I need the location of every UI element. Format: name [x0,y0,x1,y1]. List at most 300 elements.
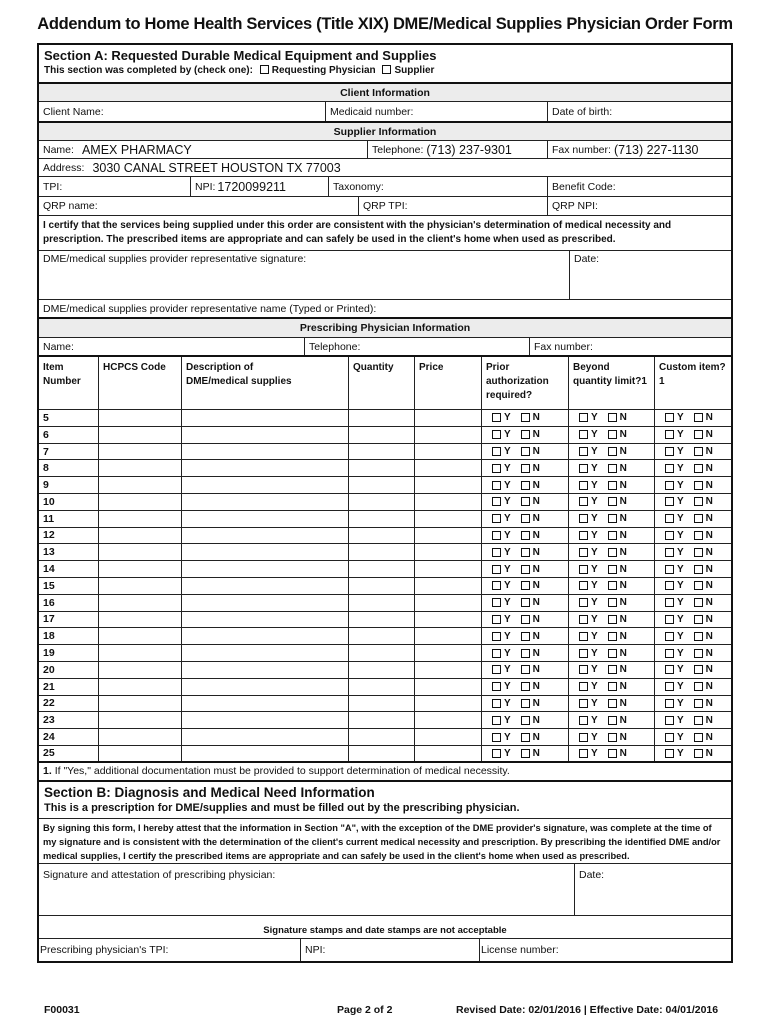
yes-checkbox[interactable] [492,497,501,506]
yes-checkbox[interactable] [665,497,674,506]
yes-checkbox[interactable] [579,615,588,624]
no-checkbox[interactable] [608,665,617,674]
yes-checkbox[interactable] [665,649,674,658]
supplier-address-field[interactable] [39,159,731,176]
no-checkbox[interactable] [608,464,617,473]
yes-checkbox[interactable] [665,481,674,490]
benefit-code-label: Benefit Code: [552,180,616,193]
price-cell[interactable] [415,578,482,594]
no-checkbox[interactable] [521,447,530,456]
no-label: N [619,445,627,457]
yes-label: Y [677,513,684,525]
yes-label: Y [504,664,511,676]
custom-item-cell [655,477,731,493]
quantity-cell[interactable] [349,645,415,661]
description-cell[interactable] [182,595,349,611]
hcpcs-code-cell[interactable] [99,494,182,510]
price-cell[interactable] [415,477,482,493]
quantity-cell[interactable] [349,427,415,443]
yes-checkbox[interactable] [665,413,674,422]
hcpcs-code-cell[interactable] [99,460,182,476]
price-cell[interactable] [415,494,482,510]
no-label: N [619,429,627,441]
yes-checkbox[interactable] [492,682,501,691]
tpi-field[interactable] [39,177,191,196]
yes-checkbox[interactable] [665,682,674,691]
quantity-cell[interactable] [349,444,415,460]
no-checkbox[interactable] [521,430,530,439]
medicaid-number-field[interactable] [326,102,548,121]
description-cell[interactable] [182,444,349,460]
no-checkbox[interactable] [694,749,703,758]
yes-checkbox[interactable] [665,699,674,708]
yes-checkbox[interactable] [492,565,501,574]
yes-checkbox[interactable] [579,413,588,422]
yes-label: Y [677,412,684,424]
description-cell[interactable] [182,578,349,594]
no-checkbox[interactable] [694,481,703,490]
price-cell[interactable] [415,712,482,728]
yes-label: Y [504,496,511,508]
yes-label: Y [504,563,511,575]
physician-fax-field[interactable] [530,338,731,355]
physician-name-field[interactable] [39,338,305,355]
yes-checkbox[interactable] [492,649,501,658]
price-cell[interactable] [415,729,482,745]
yes-checkbox[interactable] [579,699,588,708]
yes-label: Y [504,747,511,759]
hcpcs-code-cell[interactable] [99,696,182,712]
no-checkbox[interactable] [694,565,703,574]
no-checkbox[interactable] [694,733,703,742]
rep-signature-field[interactable] [39,251,570,299]
no-label: N [619,496,627,508]
no-checkbox[interactable] [521,682,530,691]
taxonomy-field[interactable] [329,177,548,196]
yes-checkbox[interactable] [492,749,501,758]
no-checkbox[interactable] [694,716,703,725]
no-checkbox[interactable] [694,531,703,540]
no-label: N [532,529,540,541]
no-label: N [532,496,540,508]
quantity-cell[interactable] [349,662,415,678]
hcpcs-code-cell[interactable] [99,595,182,611]
yes-checkbox[interactable] [665,581,674,590]
requesting-physician-checkbox[interactable] [260,65,269,74]
no-checkbox[interactable] [521,413,530,422]
no-checkbox[interactable] [694,682,703,691]
description-cell[interactable] [182,511,349,527]
no-checkbox[interactable] [694,464,703,473]
yes-checkbox[interactable] [579,598,588,607]
hcpcs-code-cell[interactable] [99,645,182,661]
no-checkbox[interactable] [694,665,703,674]
quantity-cell[interactable] [349,578,415,594]
yes-checkbox[interactable] [579,733,588,742]
yes-checkbox[interactable] [579,447,588,456]
yes-checkbox[interactable] [665,531,674,540]
yes-checkbox[interactable] [665,565,674,574]
no-checkbox[interactable] [521,632,530,641]
yes-checkbox[interactable] [492,665,501,674]
no-checkbox[interactable] [521,749,530,758]
no-label: N [619,731,627,743]
no-checkbox[interactable] [521,548,530,557]
item-number-cell: 22 [39,696,99,712]
no-label: N [532,462,540,474]
no-checkbox[interactable] [694,447,703,456]
description-cell[interactable] [182,679,349,695]
yes-checkbox[interactable] [579,632,588,641]
price-cell[interactable] [415,595,482,611]
item-number-cell: 10 [39,494,99,510]
beyond-quantity-limit-cell [569,595,655,611]
yes-checkbox[interactable] [665,598,674,607]
yes-checkbox[interactable] [579,649,588,658]
yes-checkbox[interactable] [492,598,501,607]
yes-checkbox[interactable] [665,716,674,725]
price-cell[interactable] [415,628,482,644]
yes-checkbox[interactable] [492,413,501,422]
yes-checkbox[interactable] [492,447,501,456]
qrp-name-field[interactable] [39,197,359,215]
items-table-body [39,410,731,763]
yes-checkbox[interactable] [579,531,588,540]
yes-label: Y [677,496,684,508]
benefit-code-field[interactable] [548,177,731,196]
yes-label: Y [591,697,598,709]
supplier-info-header: Supplier Information [39,123,731,140]
no-checkbox[interactable] [694,699,703,708]
yes-checkbox[interactable] [492,733,501,742]
hcpcs-code-cell[interactable] [99,544,182,560]
quantity-cell[interactable] [349,679,415,695]
yes-checkbox[interactable] [665,514,674,523]
quantity-cell[interactable] [349,696,415,712]
yes-checkbox[interactable] [579,430,588,439]
no-checkbox[interactable] [608,649,617,658]
no-checkbox[interactable] [608,581,617,590]
rep-date-field[interactable] [570,251,731,299]
no-checkbox[interactable] [521,733,530,742]
hcpcs-code-cell[interactable] [99,410,182,426]
supplier-telephone-field[interactable] [368,141,548,158]
yes-checkbox[interactable] [579,464,588,473]
supplier-checkbox[interactable] [382,65,391,74]
item-number-cell: 6 [39,427,99,443]
quantity-cell[interactable] [349,544,415,560]
description-cell[interactable] [182,460,349,476]
yes-checkbox[interactable] [492,716,501,725]
yes-checkbox[interactable] [665,632,674,641]
dob-field[interactable] [548,102,731,121]
no-checkbox[interactable] [608,548,617,557]
quantity-cell[interactable] [349,494,415,510]
yes-checkbox[interactable] [492,581,501,590]
item-number-cell: 19 [39,645,99,661]
no-checkbox[interactable] [521,649,530,658]
yes-checkbox[interactable] [492,430,501,439]
no-checkbox[interactable] [608,481,617,490]
yes-checkbox[interactable] [492,531,501,540]
description-cell[interactable] [182,628,349,644]
table-row [39,494,731,511]
description-cell[interactable] [182,612,349,628]
supplier-name-field[interactable] [39,141,368,158]
no-checkbox[interactable] [608,497,617,506]
quantity-cell[interactable] [349,528,415,544]
yes-label: Y [591,513,598,525]
hcpcs-code-cell[interactable] [99,679,182,695]
no-checkbox[interactable] [608,413,617,422]
hcpcs-code-cell[interactable] [99,477,182,493]
hcpcs-code-cell[interactable] [99,628,182,644]
no-checkbox[interactable] [694,581,703,590]
hcpcs-code-cell[interactable] [99,511,182,527]
description-cell[interactable] [182,494,349,510]
price-cell[interactable] [415,511,482,527]
no-checkbox[interactable] [521,481,530,490]
hcpcs-code-cell[interactable] [99,528,182,544]
physician-npi-field[interactable] [301,939,480,961]
section-b-subheading: This is a prescription for DME/supplies and must be filled out by the prescribing physician. [44,801,520,814]
description-cell[interactable] [182,427,349,443]
prior-authorization-cell [482,679,569,695]
yes-checkbox[interactable] [665,749,674,758]
price-cell[interactable] [415,612,482,628]
qrp-tpi-field[interactable] [359,197,548,215]
yes-checkbox[interactable] [579,749,588,758]
no-checkbox[interactable] [694,598,703,607]
price-cell[interactable] [415,528,482,544]
description-cell[interactable] [182,712,349,728]
no-checkbox[interactable] [521,581,530,590]
no-checkbox[interactable] [608,682,617,691]
prior-authorization-cell [482,645,569,661]
quantity-cell[interactable] [349,561,415,577]
description-cell[interactable] [182,477,349,493]
no-checkbox[interactable] [521,716,530,725]
yes-checkbox[interactable] [492,464,501,473]
custom-item-cell [655,628,731,644]
physician-date-field[interactable] [575,864,731,915]
yes-checkbox[interactable] [665,430,674,439]
price-cell[interactable] [415,696,482,712]
yes-checkbox[interactable] [579,581,588,590]
description-cell[interactable] [182,662,349,678]
quantity-cell[interactable] [349,612,415,628]
no-checkbox[interactable] [608,632,617,641]
physician-telephone-field[interactable] [305,338,530,355]
yes-checkbox[interactable] [492,514,501,523]
yes-checkbox[interactable] [665,548,674,557]
yes-checkbox[interactable] [579,548,588,557]
license-number-field[interactable] [480,939,731,961]
no-checkbox[interactable] [521,598,530,607]
yes-checkbox[interactable] [492,548,501,557]
no-checkbox[interactable] [694,497,703,506]
yes-checkbox[interactable] [579,665,588,674]
no-checkbox[interactable] [521,497,530,506]
price-cell[interactable] [415,544,482,560]
quantity-cell[interactable] [349,746,415,761]
no-checkbox[interactable] [694,632,703,641]
description-cell[interactable] [182,544,349,560]
yes-checkbox[interactable] [579,514,588,523]
yes-label: Y [504,714,511,726]
hcpcs-code-cell[interactable] [99,444,182,460]
no-label: N [619,613,627,625]
rep-name-field[interactable] [39,300,731,317]
no-checkbox[interactable] [608,514,617,523]
description-cell[interactable] [182,729,349,745]
yes-checkbox[interactable] [665,615,674,624]
physician-tpi-field[interactable] [39,939,301,961]
yes-checkbox[interactable] [579,716,588,725]
no-checkbox[interactable] [608,733,617,742]
quantity-cell[interactable] [349,511,415,527]
description-cell[interactable] [182,410,349,426]
column-header-custom-item: Custom item?1 [659,362,726,387]
quantity-cell[interactable] [349,712,415,728]
yes-checkbox[interactable] [492,615,501,624]
yes-checkbox[interactable] [665,447,674,456]
item-number-cell: 21 [39,679,99,695]
price-cell[interactable] [415,444,482,460]
yes-checkbox[interactable] [665,733,674,742]
quantity-cell[interactable] [349,595,415,611]
price-cell[interactable] [415,662,482,678]
beyond-quantity-limit-cell [569,645,655,661]
description-cell[interactable] [182,696,349,712]
no-checkbox[interactable] [694,413,703,422]
prior-authorization-cell [482,460,569,476]
item-number-cell: 7 [39,444,99,460]
price-cell[interactable] [415,427,482,443]
custom-item-cell [655,427,731,443]
no-checkbox[interactable] [521,531,530,540]
no-checkbox[interactable] [521,615,530,624]
no-checkbox[interactable] [694,615,703,624]
hcpcs-code-cell[interactable] [99,712,182,728]
description-cell[interactable] [182,561,349,577]
client-name-field[interactable] [39,102,326,121]
quantity-cell[interactable] [349,410,415,426]
no-checkbox[interactable] [608,749,617,758]
custom-item-cell [655,444,731,460]
qrp-npi-field[interactable] [548,197,731,215]
supplier-label: Supplier [394,65,435,76]
yes-checkbox[interactable] [579,565,588,574]
no-checkbox[interactable] [521,699,530,708]
yes-checkbox[interactable] [665,464,674,473]
yes-label: Y [677,630,684,642]
supplier-fax-field[interactable] [548,141,731,158]
no-label: N [705,681,713,693]
description-cell[interactable] [182,746,349,761]
price-cell[interactable] [415,645,482,661]
quantity-cell[interactable] [349,628,415,644]
no-checkbox[interactable] [608,430,617,439]
no-checkbox[interactable] [608,615,617,624]
hcpcs-code-cell[interactable] [99,662,182,678]
price-cell[interactable] [415,746,482,761]
no-label: N [705,613,713,625]
table-row [39,628,731,645]
quantity-cell[interactable] [349,477,415,493]
item-number-cell: 17 [39,612,99,628]
price-cell[interactable] [415,410,482,426]
no-label: N [705,697,713,709]
hcpcs-code-cell[interactable] [99,578,182,594]
no-label: N [705,647,713,659]
no-checkbox[interactable] [694,649,703,658]
yes-label: Y [677,681,684,693]
price-cell[interactable] [415,679,482,695]
no-label: N [532,412,540,424]
physician-signature-field[interactable] [39,864,575,915]
description-cell[interactable] [182,528,349,544]
no-checkbox[interactable] [608,447,617,456]
no-checkbox[interactable] [608,699,617,708]
no-label: N [619,664,627,676]
item-number-cell: 12 [39,528,99,544]
no-checkbox[interactable] [521,565,530,574]
no-checkbox[interactable] [608,565,617,574]
no-checkbox[interactable] [694,514,703,523]
table-row [39,662,731,679]
hcpcs-code-cell[interactable] [99,427,182,443]
hcpcs-code-cell[interactable] [99,612,182,628]
price-cell[interactable] [415,460,482,476]
hcpcs-code-cell[interactable] [99,729,182,745]
yes-checkbox[interactable] [665,665,674,674]
no-checkbox[interactable] [694,430,703,439]
description-cell[interactable] [182,645,349,661]
no-label: N [619,479,627,491]
yes-checkbox[interactable] [492,632,501,641]
yes-checkbox[interactable] [579,481,588,490]
quantity-cell[interactable] [349,729,415,745]
beyond-quantity-limit-cell [569,612,655,628]
no-checkbox[interactable] [521,514,530,523]
yes-label: Y [591,580,598,592]
no-checkbox[interactable] [608,598,617,607]
no-checkbox[interactable] [521,464,530,473]
no-label: N [705,546,713,558]
price-cell[interactable] [415,561,482,577]
no-checkbox[interactable] [608,531,617,540]
no-checkbox[interactable] [694,548,703,557]
yes-checkbox[interactable] [579,682,588,691]
hcpcs-code-cell[interactable] [99,746,182,761]
section-a-header [39,45,731,84]
no-checkbox[interactable] [521,665,530,674]
custom-item-cell [655,561,731,577]
yes-checkbox[interactable] [579,497,588,506]
npi-field[interactable] [191,177,329,196]
yes-checkbox[interactable] [492,481,501,490]
quantity-cell[interactable] [349,460,415,476]
no-label: N [619,681,627,693]
hcpcs-code-cell[interactable] [99,561,182,577]
column-header-item-number: Item Number [39,357,99,409]
no-checkbox[interactable] [608,716,617,725]
beyond-quantity-limit-cell [569,528,655,544]
item-number-cell: 18 [39,628,99,644]
no-label: N [532,597,540,609]
yes-checkbox[interactable] [492,699,501,708]
